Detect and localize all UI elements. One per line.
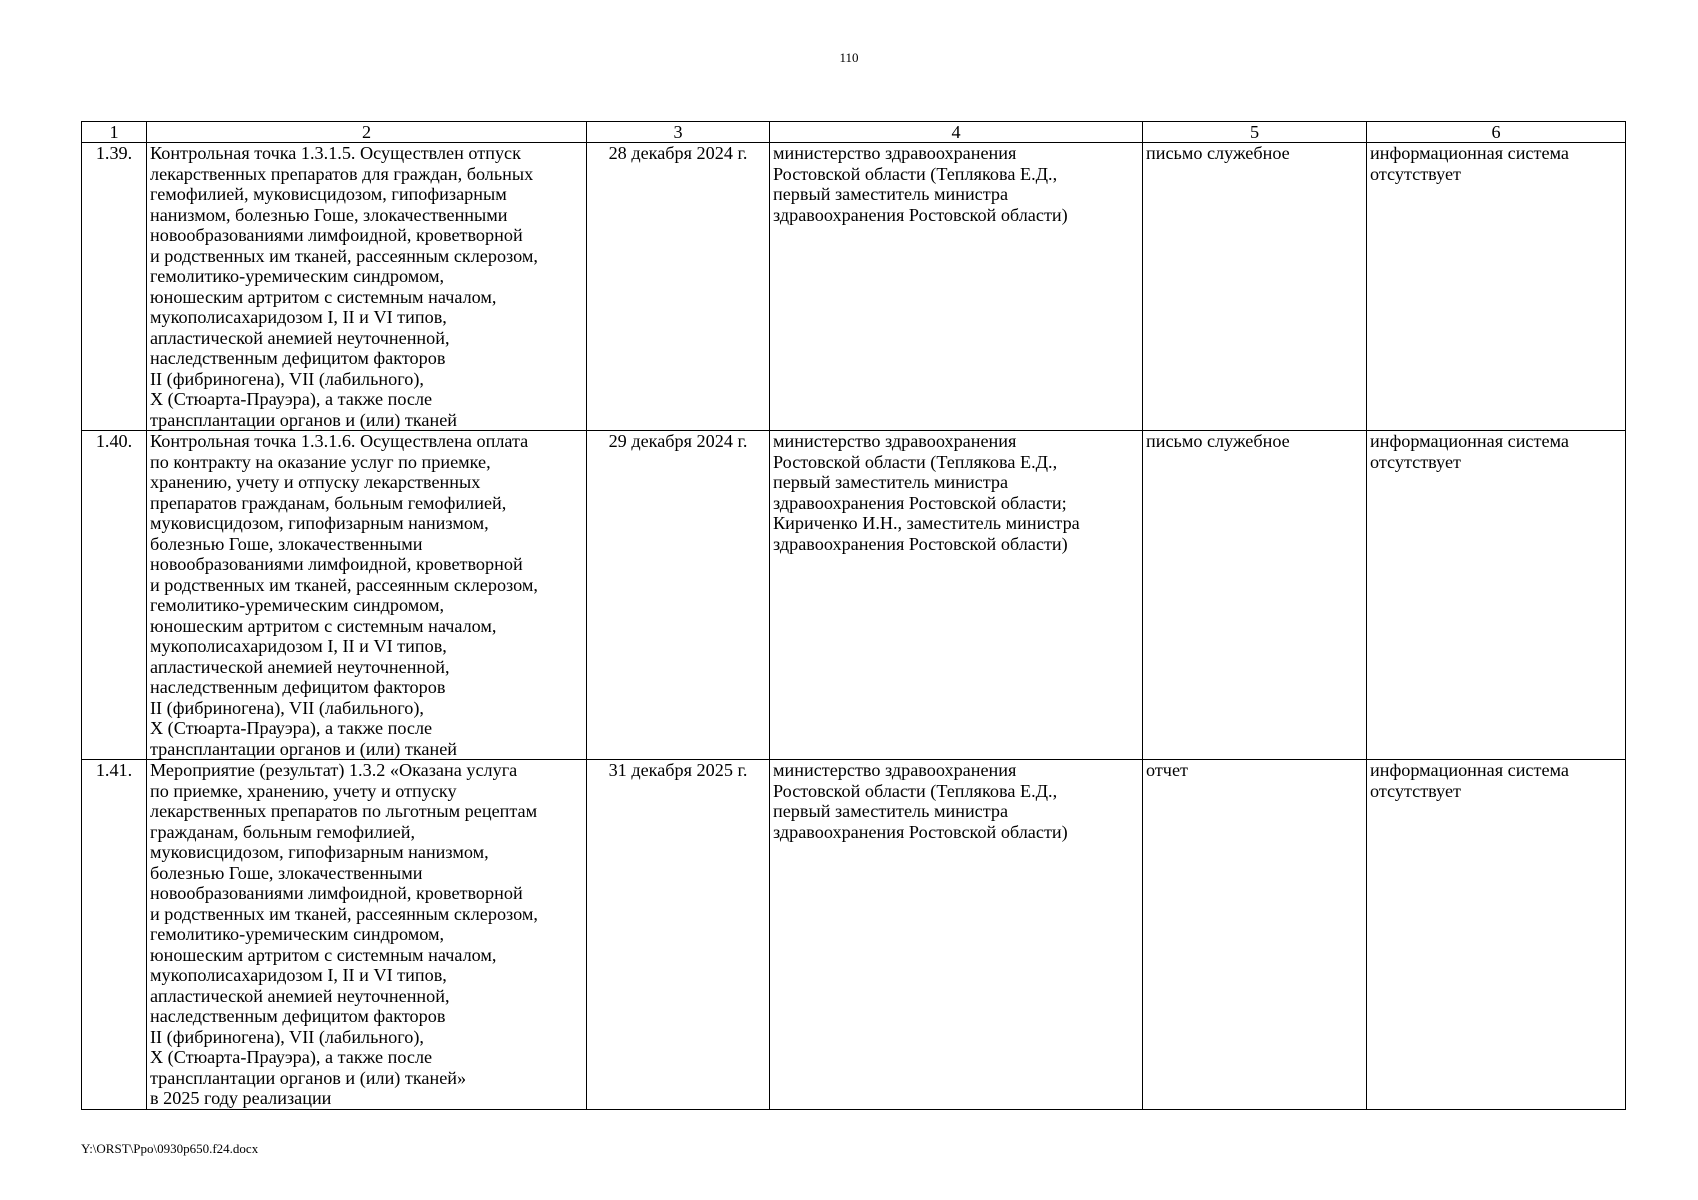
description-line: новообразованиями лимфоидной, кроветворной: [150, 883, 523, 903]
row-responsible: [770, 760, 1143, 1110]
header-col-5: 5: [1143, 122, 1367, 143]
responsible-line: здравоохранения Ростовской области;: [773, 492, 1067, 513]
description-line: апластической анемией неуточненной,: [150, 985, 450, 1006]
description-line: лекарственных препаратов для граждан, больных: [150, 163, 534, 184]
description-line: юношеским артритом с системным началом,: [150, 615, 497, 636]
responsible-line: первый заместитель министра: [773, 801, 1009, 821]
description-line: и родственных им тканей, рассеянным склерозом,: [150, 574, 538, 595]
header-col-1: 1: [82, 122, 147, 143]
description-line: трансплантации органов и (или) тканей: [150, 738, 458, 759]
row-responsible: [770, 431, 1143, 760]
responsible-line: здравоохранения Ростовской области): [773, 821, 1068, 842]
description-line: лекарственных препаратов по льготным рецептам: [150, 801, 538, 821]
description-line: апластической анемией неуточненной,: [150, 656, 450, 677]
description-line: муковисцидозом, гипофизарным нанизмом,: [150, 842, 489, 862]
description-line: II (фибриногена), VII (лабильного),: [150, 368, 424, 389]
header-col-2: 2: [147, 122, 587, 143]
info-system-line: отсутствует: [1370, 780, 1461, 801]
table-row: [82, 760, 1626, 1110]
description-line: X (Стюарта-Прауэра), а также после: [150, 1047, 433, 1067]
description-line: трансплантации органов и (или) тканей: [150, 409, 458, 430]
responsible-line: Ростовской области (Теплякова Е.Д.,: [773, 451, 1058, 472]
description-line: юношеским артритом с системным началом,: [150, 286, 497, 307]
description-line: Контрольная точка 1.3.1.6. Осуществлена оплата: [150, 431, 529, 451]
header-col-4: 4: [770, 122, 1143, 143]
description-line: II (фибриногена), VII (лабильного),: [150, 1026, 424, 1047]
row-number: 1.41.: [82, 760, 147, 1110]
description-line: новообразованиями лимфоидной, кроветворной: [150, 225, 523, 245]
row-date: 31 декабря 2025 г.: [587, 760, 770, 1110]
description-line: и родственных им тканей, рассеянным склерозом,: [150, 903, 538, 924]
description-line: трансплантации органов и (или) тканей»: [150, 1067, 467, 1088]
header-col-6: 6: [1367, 122, 1626, 143]
description-line: X (Стюарта-Прауэра), а также после: [150, 389, 433, 409]
description-line: гемолитико-уремическим синдромом,: [150, 266, 445, 286]
description-line: и родственных им тканей, рассеянным склерозом,: [150, 245, 538, 266]
responsible-line: первый заместитель министра: [773, 184, 1009, 204]
description-line: мукополисахаридозом I, II и VI типов,: [150, 307, 447, 327]
info-system-line: отсутствует: [1370, 451, 1461, 472]
description-line: мукополисахаридозом I, II и VI типов,: [150, 965, 447, 985]
responsible-line: министерство здравоохранения: [773, 431, 1017, 451]
row-date: 28 декабря 2024 г.: [587, 143, 770, 431]
responsible-line: Кириченко И.Н., заместитель министра: [773, 513, 1080, 533]
row-description: [147, 431, 587, 760]
info-system-line: информационная система: [1370, 760, 1569, 780]
row-document: письмо служебное: [1143, 431, 1367, 760]
description-line: болезнью Гоше, злокачественными: [150, 862, 423, 883]
table-row: [82, 431, 1626, 760]
description-line: болезнью Гоше, злокачественными: [150, 533, 423, 554]
row-info-system: [1367, 143, 1626, 431]
responsible-line: министерство здравоохранения: [773, 760, 1017, 780]
info-system-line: информационная система: [1370, 431, 1569, 451]
row-info-system: [1367, 431, 1626, 760]
responsible-line: Ростовской области (Теплякова Е.Д.,: [773, 780, 1058, 801]
description-line: по контракту на оказание услуг по приемке,: [150, 451, 491, 472]
row-description: [147, 760, 587, 1110]
description-line: наследственным дефицитом факторов: [150, 348, 446, 368]
plan-table: [81, 121, 1626, 1110]
description-line: апластической анемией неуточненной,: [150, 327, 450, 348]
description-line: X (Стюарта-Прауэра), а также после: [150, 718, 433, 738]
description-line: препаратов гражданам, больным гемофилией,: [150, 492, 507, 513]
header-col-3: 3: [587, 122, 770, 143]
responsible-line: здравоохранения Ростовской области): [773, 533, 1068, 554]
description-line: хранению, учету и отпуску лекарственных: [150, 472, 481, 492]
description-line: муковисцидозом, гипофизарным нанизмом,: [150, 513, 489, 533]
row-document: отчет: [1143, 760, 1367, 1110]
description-line: наследственным дефицитом факторов: [150, 1006, 446, 1026]
description-line: в 2025 году реализации: [150, 1088, 332, 1108]
responsible-line: первый заместитель министра: [773, 472, 1009, 492]
description-line: юношеским артритом с системным началом,: [150, 944, 497, 965]
row-responsible: [770, 143, 1143, 431]
row-document: письмо служебное: [1143, 143, 1367, 431]
description-line: мукополисахаридозом I, II и VI типов,: [150, 636, 447, 656]
table-row: [82, 143, 1626, 431]
footer-file-path: Y:\ORST\Ppo\0930p650.f24.docx: [81, 1141, 259, 1156]
description-line: нанизмом, болезнью Гоше, злокачественными: [150, 204, 508, 225]
header-row: [82, 122, 1626, 143]
description-line: наследственным дефицитом факторов: [150, 677, 446, 697]
row-number: 1.40.: [82, 431, 147, 760]
description-line: гемолитико-уремическим синдромом,: [150, 924, 445, 944]
description-line: Контрольная точка 1.3.1.5. Осуществлен отпуск: [150, 143, 521, 163]
row-number: 1.39.: [82, 143, 147, 431]
page-number: 110: [839, 50, 859, 65]
description-line: гемофилией, муковисцидозом, гипофизарным: [150, 184, 507, 204]
description-line: гемолитико-уремическим синдромом,: [150, 595, 445, 615]
info-system-line: информационная система: [1370, 143, 1569, 163]
responsible-line: здравоохранения Ростовской области): [773, 204, 1068, 225]
description-line: II (фибриногена), VII (лабильного),: [150, 697, 424, 718]
row-description: [147, 143, 587, 431]
description-line: гражданам, больным гемофилией,: [150, 821, 415, 842]
info-system-line: отсутствует: [1370, 163, 1461, 184]
row-info-system: [1367, 760, 1626, 1110]
description-line: Мероприятие (результат) 1.3.2 «Оказана услуга: [150, 760, 518, 780]
row-date: 29 декабря 2024 г.: [587, 431, 770, 760]
responsible-line: министерство здравоохранения: [773, 143, 1017, 163]
description-line: новообразованиями лимфоидной, кроветворной: [150, 554, 523, 574]
description-line: по приемке, хранению, учету и отпуску: [150, 780, 457, 801]
responsible-line: Ростовской области (Теплякова Е.Д.,: [773, 163, 1058, 184]
